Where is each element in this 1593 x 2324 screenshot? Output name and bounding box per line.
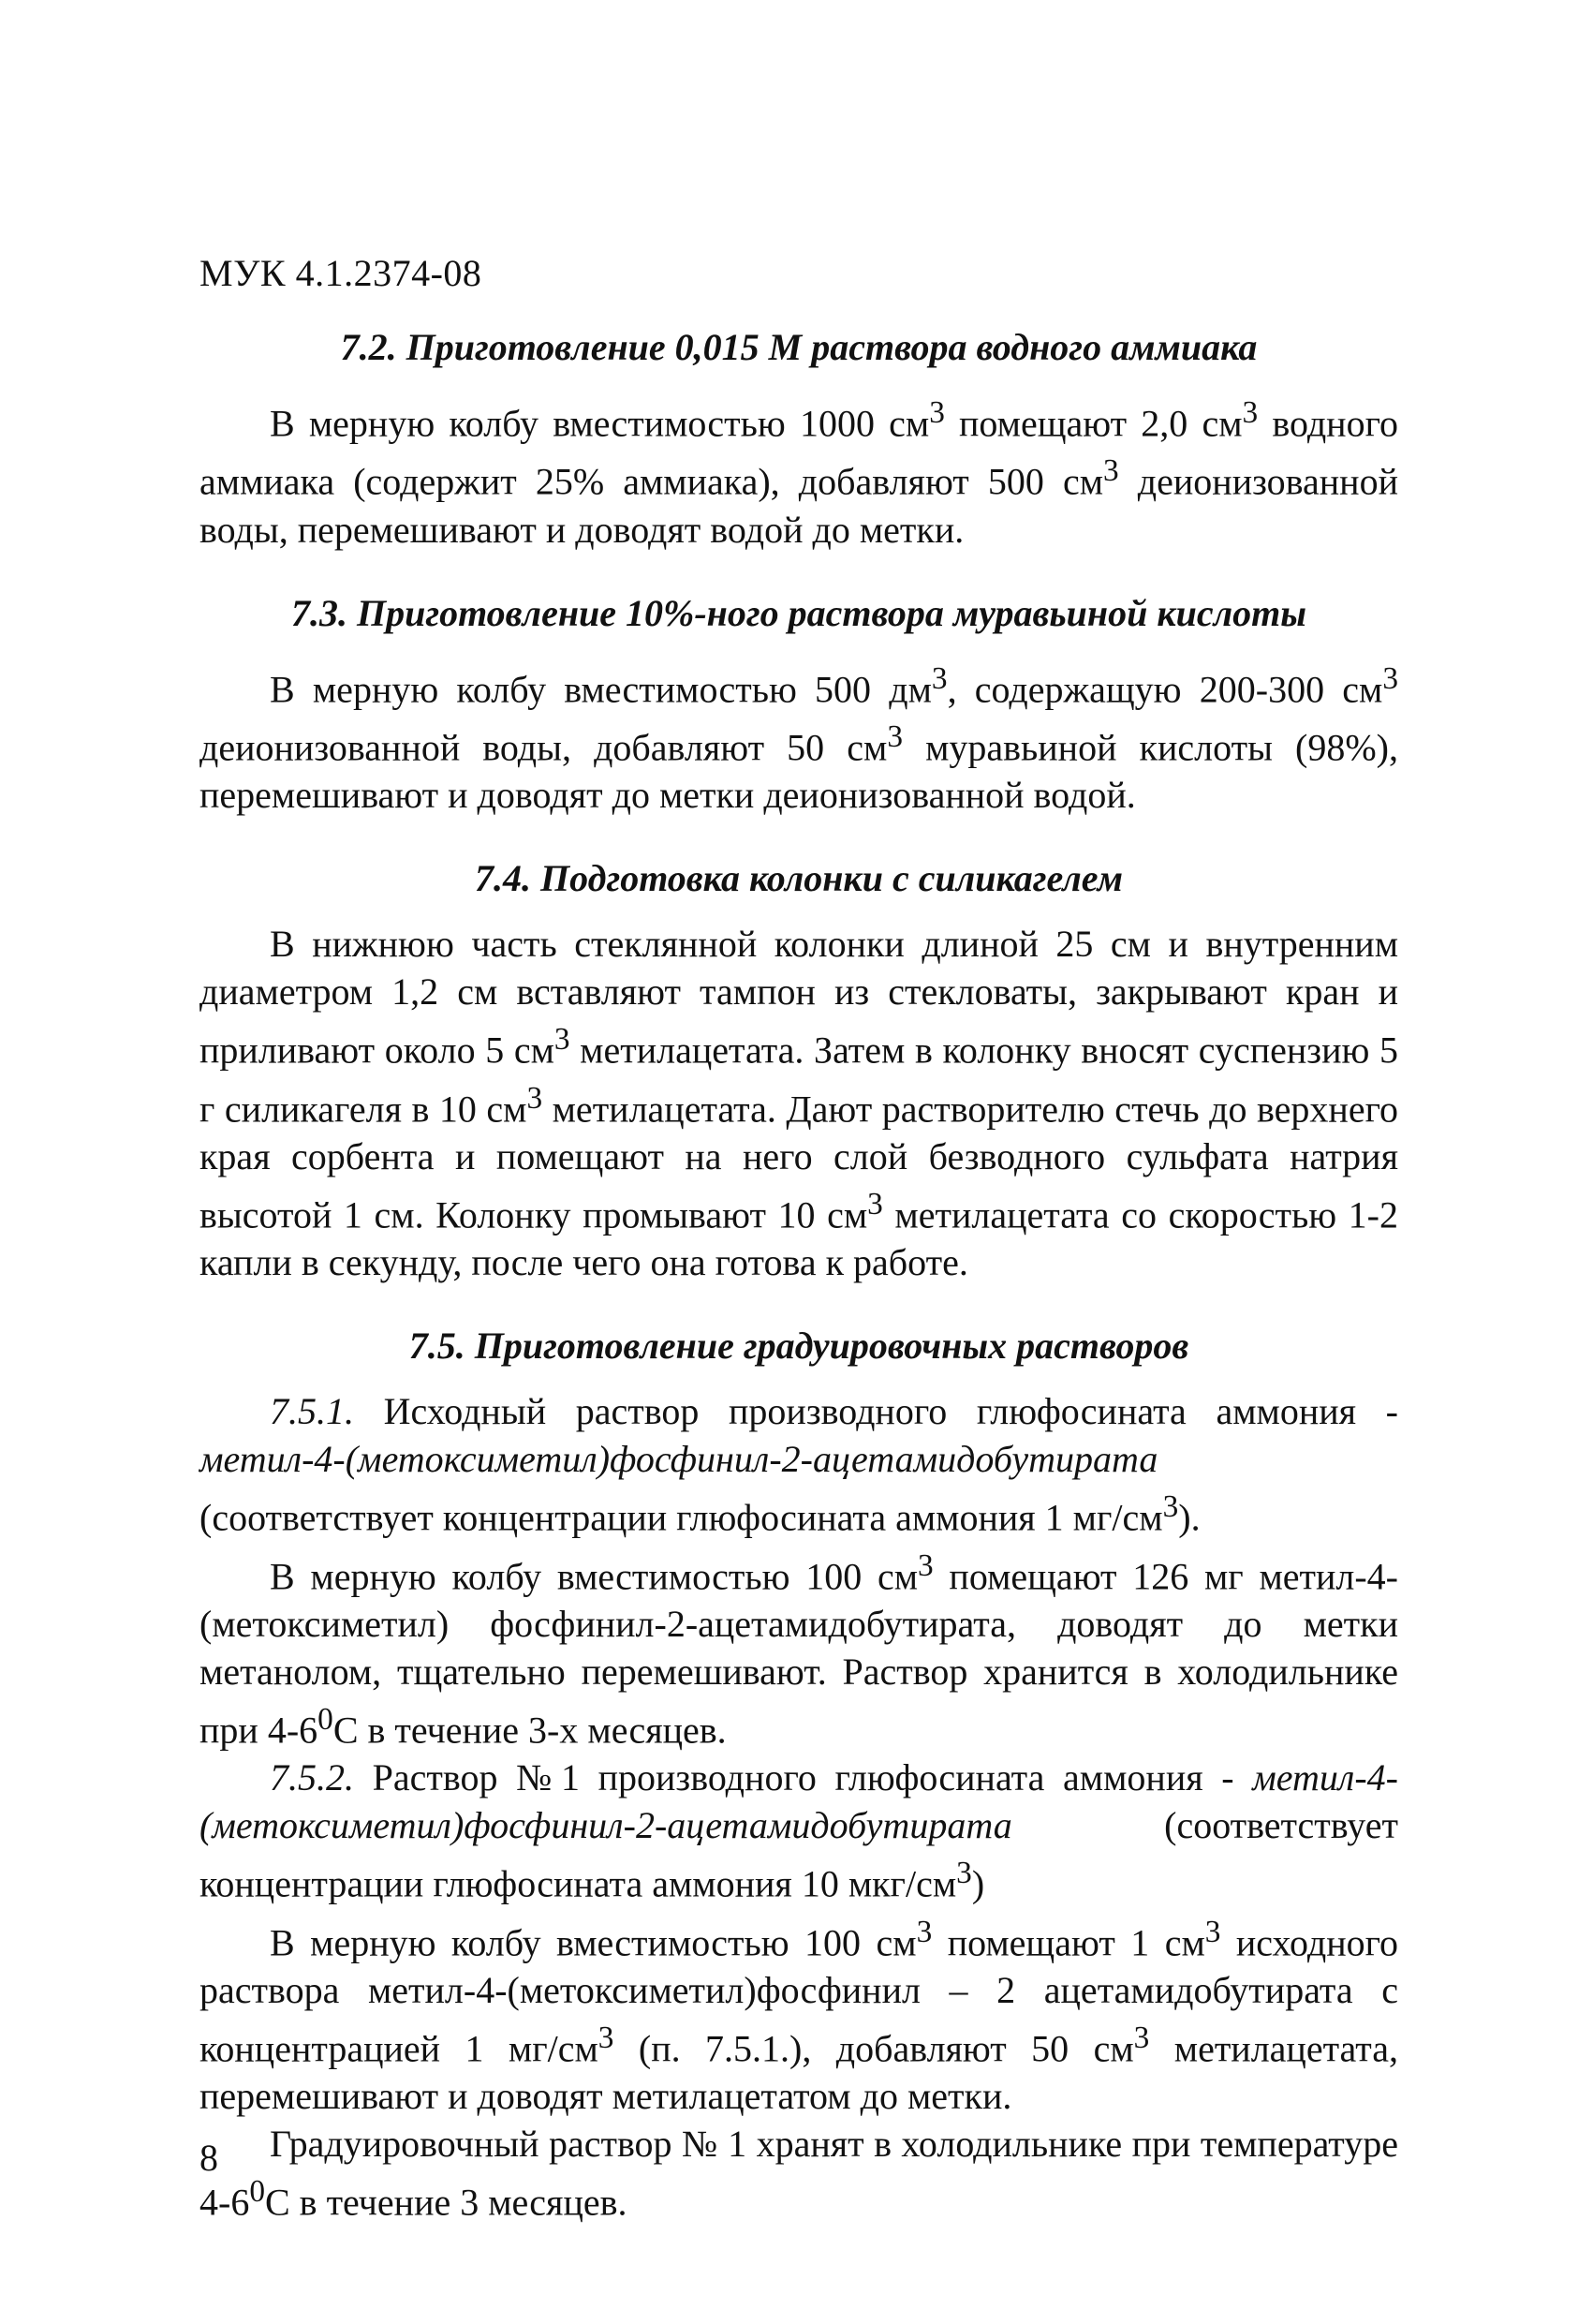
section-heading: 7.3. Приготовление 10%-ного раствора муравьиной кислоты [290,591,1307,634]
section-text: В мерную колбу вместимостью 1000 $см^3$ помещают 2,0 $см^3$ водного аммиака (содержит 25% аммиака), добавляют 500 $см^3$ деионизованной воды, перемешивают и доводят водой до метки. [199,395,1398,551]
section-heading: 7.2. Приготовление 0,015 М раствора водного аммиака [340,326,1258,368]
page-number: 8 [199,2137,218,2179]
section-text: В мерную колбу вместимостью 500 $дм^3$, содержащую 200-300 $см^3$ деионизованной воды, добавляют 50 $см^3$ муравьиной кислоты (98%), перемешивают и доводят до метки деионизованной водой. [199,660,1398,817]
document-body [199,323,1398,2262]
section-text: В нижнюю часть стеклянной колонки длиной 25 см и внутренним диаметром 1,2 см вставляют тампон из стекловаты, закрывают кран и приливают около 5 $см^3$ метилацетата. Затем в колонку вносят суспензию 5 г силикагеля в 10 $см^3$ метилацетата. Дают растворителю стечь до верхнего края сорбента и помещают на него слой безводного сульфата натрия высотой 1 см. Колонку промывают 10 $см^3$ метилацетата со скоростью 1-2 капли в секунду, после чего она готова к работе. [199,923,1399,1284]
document-code: МУК 4.1.2374-08 [199,252,482,294]
section-7-2 [199,323,1398,554]
section-text: 7.5.1. Исходный раствор производного глюфосината аммония - метил-4-(метоксиметил)фосфинил-2-ацетамидобутирата (соответствует концентрации глюфосината аммония 1 $мг/см^3$). В мерную колбу вместимостью 100 $см^3$ помещают 126 мг метил-4-(метоксиметил) фосфинил-2-ацетамидобутирата, доводят до метки метанолом, тщательно перемешивают. Раствор хранится в холодильнике при $4-6^0С$ в течение 3-х месяцев. 7.5.2. Раствор №1 производного глюфосината аммония - метил-4-(метоксиметил)фосфинил-2-ацетамидобутирата (соответствует концентрации глюфосината аммония 10 мкг/$см^3$) В мерную колбу вместимостью 100 $см^3$ помещают 1 $см^3$ исходного раствора метил-4-(метоксиметил)фосфинил – 2 ацетамидобутирата с концентрацией 1 $мг/см^3$ (п. 7.5.1.), добавляют 50 $см^3$ метилацетата, перемешивают и доводят метилацетатом до метки. Градуировочный раствор № 1 хранят в холодильнике при температуре $4-6^0С$ в течение 3 месяцев. [199,1390,1399,2224]
section-7-4 [199,854,1398,1286]
section-7-3 [199,589,1398,820]
section-7-5 [199,1322,1398,2226]
section-heading: 7.5. Приготовление градуировочных растворов [408,1325,1189,1368]
section-heading: 7.4. Подготовка колонки с силикагелем [475,857,1123,900]
